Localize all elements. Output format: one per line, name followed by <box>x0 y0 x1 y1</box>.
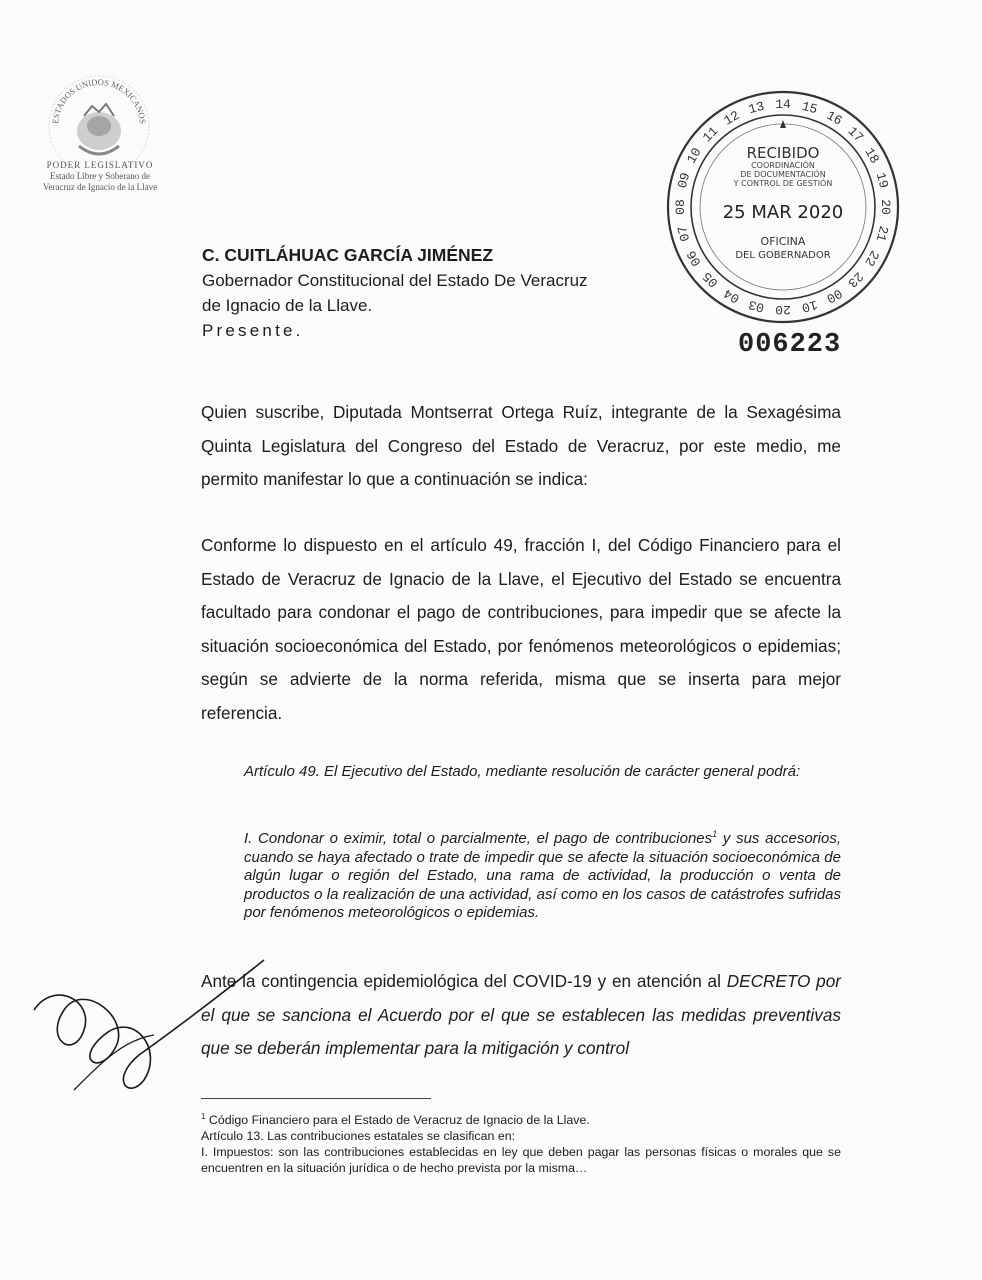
stamp-ring-number: 09 <box>674 170 694 190</box>
stamp-dept1: COORDINACIÓN <box>751 161 815 170</box>
stamp-ring-number: 17 <box>844 123 867 146</box>
handwritten-signature <box>14 940 314 1110</box>
stamp-ring-number: 04 <box>721 285 743 307</box>
quote-fraction-i-b: y sus accesorios, cuando se haya afectado o trate de impedir que se afecte la situación socioeconómica de algún lugar o región del Estado, una rama de actividad, la producción o venta de productos o la realización de una actividad, así como en los casos de catástrofes sufridas por fenómenos meteorológicos o epidemias. <box>244 830 841 921</box>
addressee-present: Presente. <box>202 321 304 340</box>
stamp-ring-number: 20 <box>878 199 893 215</box>
folio-number: 006223 <box>738 330 842 360</box>
stamp-ring-number: 19 <box>872 170 892 190</box>
footnote-mark: 1 <box>201 1112 206 1121</box>
paragraph-covid-decree: DECRETO por el que se sanciona el Acuerdo por el que se establecen las medidas preventivas que se deberán implementar para la mitigación y control <box>201 971 842 1058</box>
letterhead-text <box>0 160 200 193</box>
stamp-ring-number: 22 <box>861 247 883 269</box>
seal-text: ESTADOS UNIDOS MEXICANOS <box>50 76 148 125</box>
stamp-office1: OFICINA <box>760 235 806 248</box>
stamp-ring-number: 10 <box>800 296 820 316</box>
footnote-source: Código Financiero para el Estado de Veracruz de Ignacio de la Llave. <box>205 1113 590 1128</box>
footnote-reference: 1 <box>712 829 718 839</box>
stamp-ring-number: 23 <box>844 268 867 291</box>
stamp-ring-number: 08 <box>673 199 688 215</box>
letterhead-line2: Estado Libre y Soberano de <box>50 171 150 181</box>
quote-fraction-i <box>244 825 841 923</box>
stamp-dept3: Y CONTROL DE GESTIÓN <box>733 179 833 188</box>
footnote-line2: Artículo 13. Las contribuciones estatales se clasifican en: <box>201 1129 516 1144</box>
stamp-ring-number: 18 <box>861 145 883 167</box>
stamp-ring-number: 10 <box>683 145 705 167</box>
stamp-ring-number: 13 <box>746 98 766 118</box>
addressee-title1: Gobernador Constitucional del Estado De Veracruz <box>202 271 588 290</box>
quote-article-49: Artículo 49. El Ejecutivo del Estado, mediante resolución de carácter general podrá: <box>244 763 801 780</box>
stamp-ring-number: 03 <box>746 296 766 316</box>
addressee-title2: de Ignacio de la Llave. <box>202 296 373 315</box>
footnote-separator <box>201 1098 431 1099</box>
addressee-block <box>202 243 588 343</box>
stamp-ring-number: 16 <box>823 107 845 129</box>
paragraph-intro: Quien suscribe, Diputada Montserrat Ortega Ruíz, integrante de la Sexagésima Quinta Legislatura del Congreso del Estado de Veracruz, por este medio, me permito manifestar lo que a continuación se indica: <box>201 402 841 489</box>
footnote <box>201 1109 841 1176</box>
paragraph-covid-a: Ante la contingencia epidemiológica del COVID-19 y en atención al <box>201 971 727 991</box>
paragraph-legal-basis: Conforme lo dispuesto en el artículo 49, fracción I, del Código Financiero para el Estado de Veracruz de Ignacio de la Llave, el Ejecutivo del Estado se encuentra facultado para condonar el pago de contribuciones, para impedir que se afecte la situación socioeconómica del Estado, por fenómenos meteorológicos o epidemias; según se advierte de la norma referida, misma que se inserta para mejor referencia. <box>201 535 841 723</box>
stamp-ring-number: 14 <box>775 97 791 112</box>
stamp-ring-number: 12 <box>721 107 743 129</box>
footnote-line3: I. Impuestos: son las contribuciones establecidas en ley que deben pagar las personas físicas o morales que se encuentren en la situación jurídica o de hecho prevista por la misma… <box>201 1145 841 1176</box>
stamp-ring-number: 07 <box>674 224 694 244</box>
stamp-ring-number: 11 <box>699 123 722 146</box>
stamp-ring-number: 05 <box>699 268 722 291</box>
stamp-ring-number: 06 <box>683 247 705 269</box>
stamp-date: 25 MAR 2020 <box>722 202 844 223</box>
stamp-dept2: DE DOCUMENTACIÓN <box>740 170 826 179</box>
addressee-name: C. CUITLÁHUAC GARCÍA JIMÉNEZ <box>202 245 494 265</box>
footnote-line1 <box>201 1109 841 1128</box>
reception-stamp <box>664 88 902 326</box>
letterhead-line3: Veracruz de Ignacio de la Llave <box>42 182 158 192</box>
stamp-ring-number: 20 <box>775 302 791 317</box>
stamp-office2: DEL GOBERNADOR <box>735 250 831 261</box>
letterhead-line1: PODER LEGISLATIVO <box>46 160 154 170</box>
stamp-ring-number: 00 <box>823 285 845 307</box>
quote-fraction-i-a: I. Condonar o eximir, total o parcialmente, el pago de contribuciones <box>244 830 713 847</box>
stamp-received: RECIBIDO <box>746 144 820 162</box>
stamp-ring-number: 21 <box>872 224 892 244</box>
stamp-ring-number: 15 <box>800 98 820 118</box>
